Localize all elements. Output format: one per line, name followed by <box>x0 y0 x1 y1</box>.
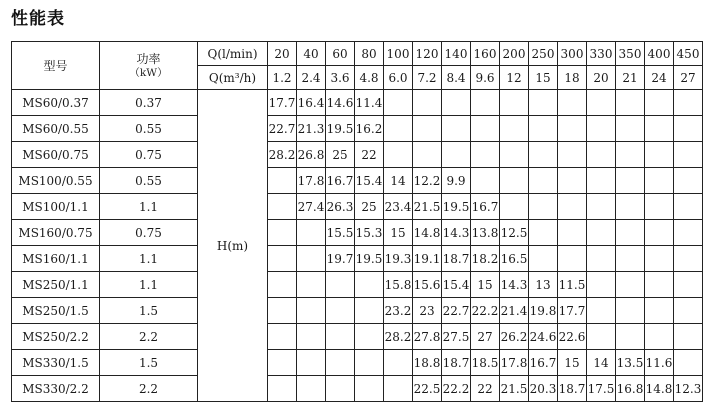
head-value-cell: 27.5 <box>442 324 471 350</box>
head-value-cell: 14.6 <box>326 90 355 116</box>
flow-m3h-cell: 2.4 <box>297 66 326 90</box>
head-value-cell <box>384 376 413 402</box>
head-value-cell: 15.4 <box>442 272 471 298</box>
head-value-cell: 27.8 <box>413 324 442 350</box>
head-value-cell <box>616 272 645 298</box>
flow-lmin-cell: 160 <box>471 42 500 66</box>
head-value-cell: 22.7 <box>442 298 471 324</box>
power-header <box>100 42 198 90</box>
head-value-cell: 14.8 <box>645 376 674 402</box>
head-value-cell: 18.2 <box>471 246 500 272</box>
flow-lmin-label: Q(l/min) <box>198 42 268 66</box>
head-value-cell: 16.4 <box>297 90 326 116</box>
head-value-cell <box>442 90 471 116</box>
head-value-cell: 20.3 <box>529 376 558 402</box>
head-value-cell <box>529 168 558 194</box>
head-value-cell: 28.2 <box>384 324 413 350</box>
head-value-cell <box>529 246 558 272</box>
head-value-cell: 17.8 <box>500 350 529 376</box>
flow-m3h-cell: 4.8 <box>355 66 384 90</box>
head-value-cell <box>442 116 471 142</box>
head-value-cell <box>471 116 500 142</box>
head-value-cell <box>268 350 297 376</box>
flow-m3h-cell: 20 <box>587 66 616 90</box>
head-value-cell: 22.2 <box>442 376 471 402</box>
head-value-cell <box>471 90 500 116</box>
flow-m3h-cell: 21 <box>616 66 645 90</box>
head-value-cell: 15 <box>471 272 500 298</box>
head-value-cell: 15.4 <box>355 168 384 194</box>
head-value-cell <box>587 194 616 220</box>
head-value-cell: 22.6 <box>558 324 587 350</box>
model-cell: MS330/1.5 <box>12 350 100 376</box>
power-header-label: 功率 <box>136 51 161 66</box>
head-value-cell <box>297 220 326 246</box>
table-row <box>12 90 703 116</box>
model-cell: MS250/2.2 <box>12 324 100 350</box>
head-value-cell <box>587 142 616 168</box>
head-value-cell <box>674 168 703 194</box>
head-value-cell <box>500 168 529 194</box>
power-cell: 1.5 <box>100 298 198 324</box>
head-value-cell: 17.7 <box>268 90 297 116</box>
power-cell: 1.1 <box>100 194 198 220</box>
head-value-cell <box>645 324 674 350</box>
head-value-cell: 23 <box>413 298 442 324</box>
head-value-cell: 14 <box>587 350 616 376</box>
head-value-cell <box>355 376 384 402</box>
head-value-cell <box>587 220 616 246</box>
head-value-cell <box>616 90 645 116</box>
head-value-cell <box>587 90 616 116</box>
head-value-cell: 16.5 <box>500 246 529 272</box>
head-value-cell <box>442 142 471 168</box>
model-cell: MS160/1.1 <box>12 246 100 272</box>
head-value-cell: 25 <box>326 142 355 168</box>
head-value-cell <box>384 116 413 142</box>
header-row-flow-lmin <box>12 42 703 66</box>
head-value-cell <box>268 194 297 220</box>
head-value-cell <box>558 116 587 142</box>
head-value-cell <box>616 220 645 246</box>
head-value-cell <box>645 142 674 168</box>
head-value-cell: 22.2 <box>471 298 500 324</box>
head-value-cell: 19.1 <box>413 246 442 272</box>
head-value-cell <box>674 220 703 246</box>
head-value-cell <box>587 272 616 298</box>
head-value-cell: 11.6 <box>645 350 674 376</box>
head-value-cell: 15.3 <box>355 220 384 246</box>
flow-m3h-cell: 8.4 <box>442 66 471 90</box>
head-value-cell <box>326 298 355 324</box>
head-value-cell: 19.5 <box>326 116 355 142</box>
head-value-cell: 26.3 <box>326 194 355 220</box>
head-value-cell <box>268 168 297 194</box>
power-cell: 0.55 <box>100 116 198 142</box>
head-value-cell <box>384 142 413 168</box>
head-value-cell <box>326 272 355 298</box>
head-value-cell <box>558 246 587 272</box>
head-value-cell: 14.3 <box>500 272 529 298</box>
model-cell: MS60/0.75 <box>12 142 100 168</box>
head-value-cell: 26.2 <box>500 324 529 350</box>
head-value-cell: 19.3 <box>384 246 413 272</box>
head-value-cell <box>500 116 529 142</box>
model-cell: MS250/1.5 <box>12 298 100 324</box>
head-value-cell <box>674 116 703 142</box>
head-value-cell <box>616 116 645 142</box>
head-value-cell <box>413 116 442 142</box>
flow-lmin-cell: 40 <box>297 42 326 66</box>
model-cell: MS60/0.55 <box>12 116 100 142</box>
head-value-cell <box>268 298 297 324</box>
head-value-cell <box>674 194 703 220</box>
head-value-cell: 21.5 <box>500 376 529 402</box>
head-value-cell: 16.2 <box>355 116 384 142</box>
flow-lmin-cell: 100 <box>384 42 413 66</box>
head-value-cell <box>645 116 674 142</box>
head-value-cell <box>587 116 616 142</box>
flow-lmin-cell: 120 <box>413 42 442 66</box>
head-value-cell: 17.8 <box>297 168 326 194</box>
head-value-cell <box>355 298 384 324</box>
flow-m3h-cell: 24 <box>645 66 674 90</box>
head-value-cell: 15 <box>558 350 587 376</box>
head-value-cell <box>558 90 587 116</box>
head-value-cell <box>645 220 674 246</box>
head-value-cell: 15.6 <box>413 272 442 298</box>
head-value-cell <box>268 220 297 246</box>
head-value-cell: 22.7 <box>268 116 297 142</box>
head-value-cell <box>268 272 297 298</box>
power-cell: 0.75 <box>100 142 198 168</box>
head-value-cell <box>500 194 529 220</box>
model-cell: MS60/0.37 <box>12 90 100 116</box>
head-value-cell <box>558 194 587 220</box>
head-value-cell <box>355 324 384 350</box>
head-value-cell: 21.4 <box>500 298 529 324</box>
flow-m3h-cell: 3.6 <box>326 66 355 90</box>
head-value-cell <box>645 298 674 324</box>
head-value-cell <box>471 168 500 194</box>
head-value-cell: 15 <box>384 220 413 246</box>
table-row <box>12 324 703 350</box>
head-value-cell: 15.5 <box>326 220 355 246</box>
head-value-cell <box>616 142 645 168</box>
head-value-cell <box>384 350 413 376</box>
flow-m3h-cell: 15 <box>529 66 558 90</box>
flow-m3h-cell: 6.0 <box>384 66 413 90</box>
head-value-cell <box>297 376 326 402</box>
flow-m3h-cell: 18 <box>558 66 587 90</box>
power-cell: 2.2 <box>100 376 198 402</box>
head-value-cell: 18.7 <box>558 376 587 402</box>
table-row <box>12 350 703 376</box>
table-row <box>12 246 703 272</box>
flow-lmin-cell: 330 <box>587 42 616 66</box>
flow-m3h-cell: 27 <box>674 66 703 90</box>
power-cell: 0.55 <box>100 168 198 194</box>
head-value-cell: 19.8 <box>529 298 558 324</box>
head-value-cell: 23.2 <box>384 298 413 324</box>
table-row <box>12 168 703 194</box>
head-value-cell <box>355 350 384 376</box>
head-value-cell: 24.6 <box>529 324 558 350</box>
head-value-cell: 23.4 <box>384 194 413 220</box>
performance-table <box>11 41 703 402</box>
head-value-cell <box>558 220 587 246</box>
head-value-cell <box>529 90 558 116</box>
head-value-cell: 15.8 <box>384 272 413 298</box>
head-value-cell: 14.8 <box>413 220 442 246</box>
flow-m3h-cell: 7.2 <box>413 66 442 90</box>
model-header: 型号 <box>12 42 100 90</box>
head-value-cell: 17.7 <box>558 298 587 324</box>
head-value-cell <box>645 246 674 272</box>
head-value-cell: 18.5 <box>471 350 500 376</box>
flow-lmin-cell: 20 <box>268 42 297 66</box>
head-value-cell: 21.3 <box>297 116 326 142</box>
head-value-cell <box>529 194 558 220</box>
table-row <box>12 142 703 168</box>
head-value-cell <box>297 246 326 272</box>
flow-m3h-label: Q(m³/h) <box>198 66 268 90</box>
head-value-cell: 11.4 <box>355 90 384 116</box>
flow-lmin-cell: 350 <box>616 42 645 66</box>
head-value-cell: 13.8 <box>471 220 500 246</box>
head-value-cell <box>529 116 558 142</box>
flow-lmin-cell: 200 <box>500 42 529 66</box>
head-value-cell <box>616 298 645 324</box>
head-value-cell <box>645 90 674 116</box>
head-value-cell: 14.3 <box>442 220 471 246</box>
head-value-cell <box>645 168 674 194</box>
power-header-unit: （kW） <box>129 66 168 79</box>
model-cell: MS100/0.55 <box>12 168 100 194</box>
head-value-cell <box>645 272 674 298</box>
head-value-cell <box>297 350 326 376</box>
head-value-cell <box>326 350 355 376</box>
head-value-cell <box>558 168 587 194</box>
table-row <box>12 220 703 246</box>
head-value-cell: 19.5 <box>442 194 471 220</box>
head-value-cell <box>674 298 703 324</box>
head-value-cell <box>674 350 703 376</box>
model-cell: MS330/2.2 <box>12 376 100 402</box>
flow-lmin-cell: 400 <box>645 42 674 66</box>
flow-lmin-cell: 250 <box>529 42 558 66</box>
head-value-cell: 19.7 <box>326 246 355 272</box>
head-value-cell: 16.7 <box>529 350 558 376</box>
head-value-cell <box>268 324 297 350</box>
head-value-cell <box>413 90 442 116</box>
table-row <box>12 376 703 402</box>
flow-lmin-cell: 140 <box>442 42 471 66</box>
head-value-cell <box>587 246 616 272</box>
head-value-cell <box>674 142 703 168</box>
power-cell: 2.2 <box>100 324 198 350</box>
power-cell: 1.1 <box>100 272 198 298</box>
table-body <box>12 90 703 402</box>
page-title: 性能表 <box>11 9 65 29</box>
head-value-cell <box>326 376 355 402</box>
head-value-cell: 22 <box>471 376 500 402</box>
head-value-cell: 13 <box>529 272 558 298</box>
head-value-cell <box>268 246 297 272</box>
head-value-cell <box>297 298 326 324</box>
head-value-cell <box>645 194 674 220</box>
table-row <box>12 298 703 324</box>
head-value-cell: 27.4 <box>297 194 326 220</box>
head-value-cell: 12.5 <box>500 220 529 246</box>
head-value-cell: 16.7 <box>471 194 500 220</box>
flow-m3h-cell: 1.2 <box>268 66 297 90</box>
head-value-cell <box>268 376 297 402</box>
head-value-cell <box>674 90 703 116</box>
flow-lmin-cell: 80 <box>355 42 384 66</box>
head-value-cell: 13.5 <box>616 350 645 376</box>
head-value-cell: 25 <box>355 194 384 220</box>
head-value-cell <box>616 324 645 350</box>
head-value-cell: 14 <box>384 168 413 194</box>
power-cell: 1.5 <box>100 350 198 376</box>
head-value-cell <box>529 142 558 168</box>
head-value-cell: 12.3 <box>674 376 703 402</box>
head-value-cell <box>587 298 616 324</box>
head-value-cell: 19.5 <box>355 246 384 272</box>
head-value-cell: 16.7 <box>326 168 355 194</box>
head-value-cell: 18.7 <box>442 246 471 272</box>
power-cell: 1.1 <box>100 246 198 272</box>
head-value-cell <box>471 142 500 168</box>
head-value-cell <box>384 90 413 116</box>
head-value-cell: 9.9 <box>442 168 471 194</box>
power-cell: 0.37 <box>100 90 198 116</box>
flow-lmin-cell: 60 <box>326 42 355 66</box>
model-cell: MS100/1.1 <box>12 194 100 220</box>
head-value-cell: 22.5 <box>413 376 442 402</box>
flow-m3h-cell: 12 <box>500 66 529 90</box>
head-value-cell: 17.5 <box>587 376 616 402</box>
head-value-cell <box>587 324 616 350</box>
head-value-cell: 27 <box>471 324 500 350</box>
head-value-cell <box>500 90 529 116</box>
head-value-cell <box>500 142 529 168</box>
head-value-cell: 12.2 <box>413 168 442 194</box>
head-value-cell <box>529 220 558 246</box>
head-value-cell <box>616 194 645 220</box>
head-value-cell <box>674 272 703 298</box>
model-cell: MS250/1.1 <box>12 272 100 298</box>
head-value-cell: 16.8 <box>616 376 645 402</box>
head-value-cell: 26.8 <box>297 142 326 168</box>
head-value-cell: 11.5 <box>558 272 587 298</box>
table-row <box>12 272 703 298</box>
model-cell: MS160/0.75 <box>12 220 100 246</box>
head-value-cell <box>674 246 703 272</box>
table-row <box>12 194 703 220</box>
head-value-cell <box>297 272 326 298</box>
head-value-cell <box>355 272 384 298</box>
head-value-cell: 18.7 <box>442 350 471 376</box>
head-value-cell <box>616 168 645 194</box>
flow-lmin-cell: 450 <box>674 42 703 66</box>
head-value-cell <box>297 324 326 350</box>
head-value-cell <box>558 142 587 168</box>
flow-lmin-cell: 300 <box>558 42 587 66</box>
head-value-cell: 22 <box>355 142 384 168</box>
head-value-cell <box>616 246 645 272</box>
head-value-cell <box>674 324 703 350</box>
head-value-cell <box>326 324 355 350</box>
head-value-cell: 21.5 <box>413 194 442 220</box>
head-value-cell <box>413 142 442 168</box>
table-row <box>12 116 703 142</box>
flow-m3h-cell: 9.6 <box>471 66 500 90</box>
head-label: H(m) <box>198 90 268 402</box>
power-cell: 0.75 <box>100 220 198 246</box>
head-value-cell: 28.2 <box>268 142 297 168</box>
head-value-cell: 18.8 <box>413 350 442 376</box>
head-value-cell <box>587 168 616 194</box>
